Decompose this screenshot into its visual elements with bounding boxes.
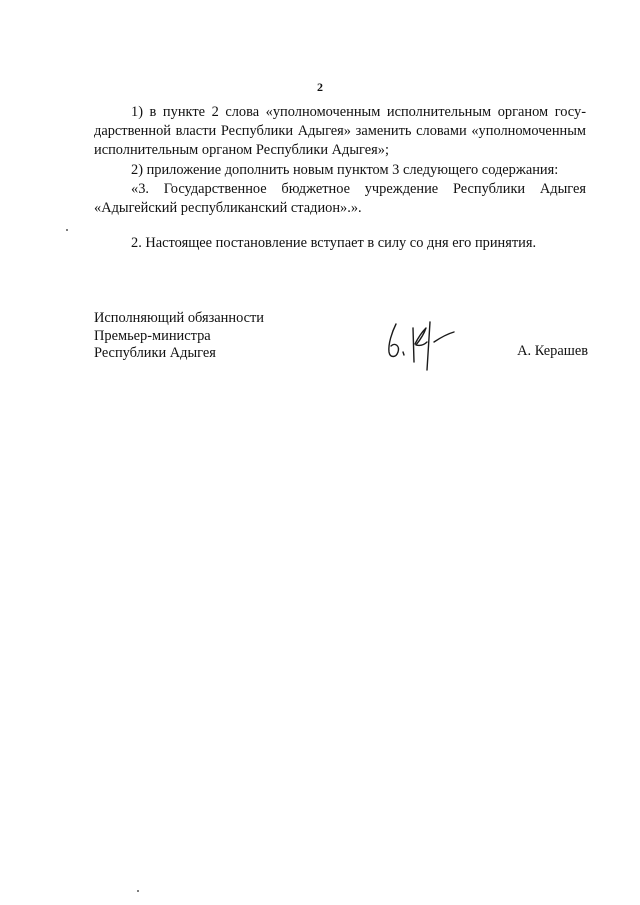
signer-title-line: Премьер-министра — [94, 327, 211, 344]
paragraph-item-1: 1) в пункте 2 слова «уполномоченным исполнительным органом государственной власти Республики Адыгея» заменить словами «уполномоченным исполнительным органом Республики Адыгея»; — [94, 104, 586, 159]
handwritten-signature — [380, 318, 470, 372]
margin-mark-dot — [66, 229, 68, 231]
paragraph-item-3: «3. Государственное бюджетное учреждение Республики Адыгея «Адыгейский республиканский стадион».». — [94, 180, 586, 217]
signer-title — [94, 310, 264, 363]
signer-name: А. Керашев — [517, 343, 588, 359]
bottom-mark-dot — [137, 890, 139, 892]
paragraph-effective-date: 2. Настоящее постановление вступает в силу со дня его принятия. — [131, 235, 537, 252]
paragraph-item-2: 2) приложение дополнить новым пунктом 3 следующего содержания: — [131, 161, 559, 178]
signer-title-line: Республики Адыгея — [94, 345, 216, 361]
document-body — [94, 103, 586, 253]
signer-title-line: Исполняющий обязанности — [94, 310, 265, 326]
paragraph-spacer — [94, 218, 586, 234]
page-number: 2 — [317, 80, 323, 94]
